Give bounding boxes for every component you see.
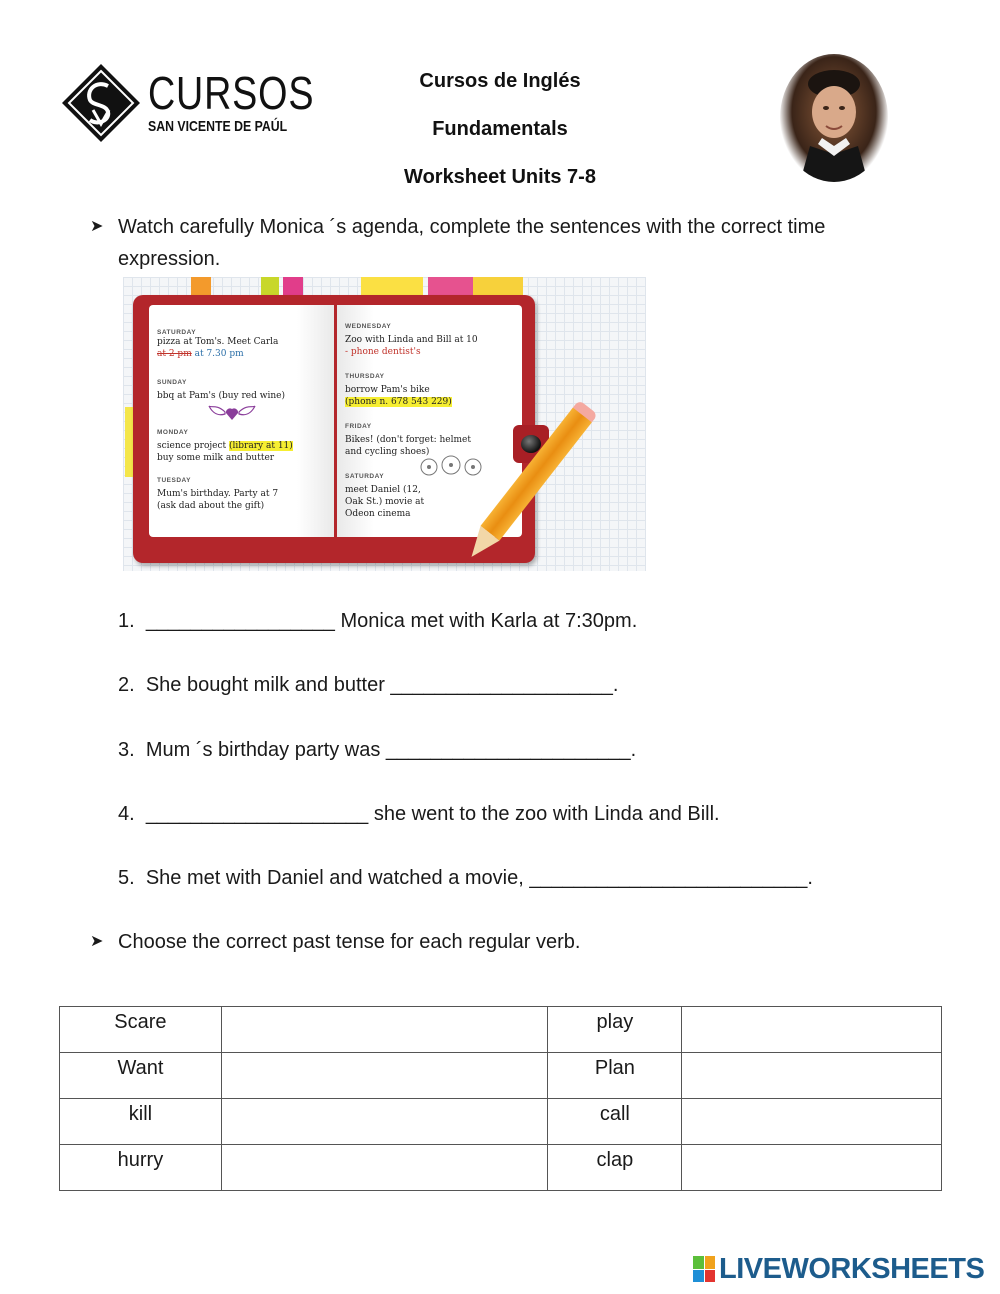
question-number: 3. (118, 739, 135, 761)
agenda-line: buy some milk and butter (157, 453, 275, 463)
agenda-note (157, 440, 317, 464)
arrow-bullet-icon: ➤ (90, 933, 104, 950)
answer-cell[interactable] (682, 1007, 942, 1053)
agenda-line: (ask dad about the gift) (157, 501, 265, 511)
saint-portrait (780, 54, 888, 182)
agenda-book (133, 295, 535, 563)
verb-cell: play (548, 1007, 682, 1053)
liveworksheets-icon (693, 1256, 715, 1282)
agenda-day: SUNDAY (157, 379, 187, 386)
instruction-line-1: Watch carefully Monica ´s agenda, complete the sentences with the correct time (118, 216, 826, 238)
agenda-entry (157, 379, 317, 429)
worksheet-title: Worksheet Units 7-8 (404, 166, 596, 188)
agenda-highlighted-line: (phone n. 678 543 229) (345, 397, 452, 407)
answer-cell[interactable] (221, 1053, 548, 1099)
answer-cell[interactable] (221, 1099, 548, 1145)
cursos-monogram-icon (60, 62, 142, 144)
agenda-note (345, 334, 505, 358)
heart-wings-icon (207, 402, 257, 424)
table-row (60, 1145, 942, 1191)
agenda-line: bbq at Pam's (buy red wine) (157, 391, 285, 401)
question-number: 5. (118, 867, 135, 889)
agenda-line: meet Daniel (12, (345, 485, 421, 495)
answer-cell[interactable] (682, 1145, 942, 1191)
agenda-new-time: at 7.30 pm (194, 349, 244, 359)
agenda-line: - phone dentist's (345, 347, 421, 357)
arrow-bullet-icon: ➤ (90, 218, 104, 235)
verb-cell: hurry (60, 1145, 222, 1191)
school-title: Cursos de Inglés (419, 70, 581, 92)
agenda-entry (157, 429, 317, 464)
agenda-right-page (337, 305, 522, 537)
agenda-day: SATURDAY (345, 473, 385, 480)
agenda-day: FRIDAY (345, 423, 372, 430)
agenda-day: SATURDAY (157, 329, 197, 336)
liveworksheets-logo (693, 1252, 984, 1286)
answer-cell[interactable] (682, 1099, 942, 1145)
verb-table (59, 1006, 942, 1191)
verb-cell: Plan (548, 1053, 682, 1099)
agenda-note (345, 384, 505, 408)
table-row (60, 1053, 942, 1099)
answer-cell[interactable] (221, 1145, 548, 1191)
question-text: ____________________ she went to the zoo with Linda and Bill. (145, 803, 720, 825)
verb-cell: Scare (60, 1007, 222, 1053)
question-2 (118, 670, 618, 700)
instruction-text: Choose the correct past tense for each regular verb. (118, 931, 581, 953)
agenda-day: MONDAY (157, 429, 189, 436)
agenda-highlighted-line: (library at 11) (229, 441, 293, 451)
agenda-entry (345, 323, 505, 358)
portrait-figure-icon (780, 54, 888, 182)
agenda-line: science project (157, 441, 227, 451)
question-4 (118, 799, 720, 829)
agenda-day: THURSDAY (345, 373, 385, 380)
question-text: She bought milk and butter ____________________. (145, 674, 619, 696)
agenda-line: Mum's birthday. Party at 7 (157, 489, 279, 499)
question-text: Mum ´s birthday party was ______________________. (145, 739, 637, 761)
question-5 (118, 863, 813, 893)
agenda-day: WEDNESDAY (345, 323, 392, 330)
monica-agenda-image (123, 277, 646, 571)
instruction-line-2: expression. (118, 248, 221, 270)
agenda-line: pizza at Tom's. Meet Carla (157, 337, 279, 347)
agenda-entry (345, 473, 505, 520)
verb-cell: Want (60, 1053, 222, 1099)
agenda-line: Odeon cinema (345, 509, 411, 519)
instruction-verbs (90, 926, 920, 960)
logo-word: CURSOS (148, 67, 315, 119)
verb-cell: kill (60, 1099, 222, 1145)
verb-cell: clap (548, 1145, 682, 1191)
flowers-icon (417, 453, 487, 479)
agenda-entry (345, 373, 505, 408)
agenda-note (345, 484, 505, 520)
agenda-line: Bikes! (don't forget: helmet (345, 435, 471, 445)
worksheet-titles (300, 66, 700, 210)
question-3 (118, 735, 636, 765)
agenda-note (157, 336, 317, 360)
question-number: 4. (118, 803, 135, 825)
question-number: 2. (118, 674, 135, 696)
question-text: _________________ Monica met with Karla at 7:30pm. (145, 610, 638, 632)
agenda-note (157, 488, 317, 512)
liveworksheets-brand: LIVEWORKSHEETS (719, 1252, 985, 1285)
course-title: Fundamentals (432, 118, 568, 140)
agenda-left-page (149, 305, 334, 537)
verb-cell: call (548, 1099, 682, 1145)
question-1 (118, 606, 637, 636)
answer-cell[interactable] (682, 1053, 942, 1099)
table-row (60, 1099, 942, 1145)
agenda-line: Oak St.) movie at (345, 497, 425, 507)
table-row (60, 1007, 942, 1053)
cursos-logo (60, 60, 315, 150)
question-text: She met with Daniel and watched a movie, _________________________. (145, 867, 813, 889)
agenda-day: TUESDAY (157, 477, 191, 484)
agenda-entry (157, 477, 317, 512)
agenda-crossed-time: at 2 pm (157, 349, 192, 359)
agenda-line: and cycling shoes) (345, 447, 430, 457)
agenda-line: borrow Pam's bike (345, 385, 430, 395)
agenda-line: Zoo with Linda and Bill at 10 (345, 335, 478, 345)
question-number: 1. (118, 610, 135, 632)
answer-cell[interactable] (221, 1007, 548, 1053)
logo-subtitle: SAN VICENTE DE PAÚL (148, 118, 288, 135)
agenda-entry (157, 329, 317, 360)
instruction-agenda (90, 211, 920, 277)
